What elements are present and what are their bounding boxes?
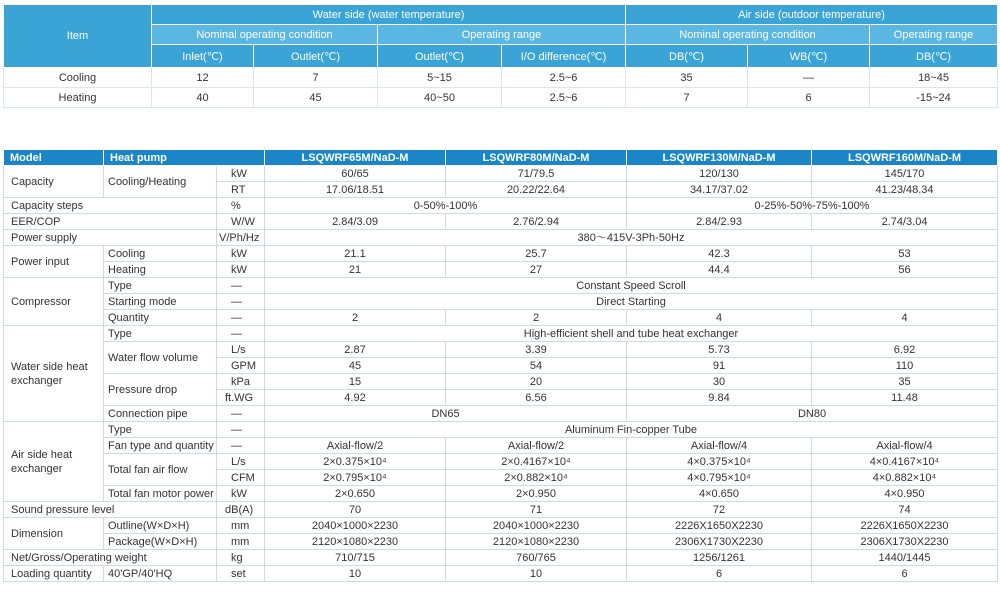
table-cell: 2×0.950 — [446, 486, 627, 502]
air-range-header: Operating range — [870, 25, 998, 45]
unit-cell: GPM — [217, 358, 265, 374]
dimension-label: Dimension — [4, 518, 104, 550]
unit-cell: CFM — [217, 470, 265, 486]
table-cell: 2226X1650X2230 — [627, 518, 812, 534]
sub-label: Pressure drop — [104, 374, 217, 406]
sub-label: Heating — [104, 262, 217, 278]
table-cell: 60/65 — [265, 166, 446, 182]
unit-cell: — — [217, 438, 265, 454]
unit-cell: ft.WG — [217, 390, 265, 406]
table-cell: 2 — [446, 310, 627, 326]
table-cell: 2.5~6 — [502, 68, 626, 88]
compressor-label: Compressor — [4, 278, 104, 326]
table-cell: 2×0.4167×10⁴ — [446, 454, 627, 470]
unit-cell: kg — [217, 550, 265, 566]
sub-label: Quantity — [104, 310, 217, 326]
table-cell: 2×0.375×10⁴ — [265, 454, 446, 470]
loading-label: Loading quantity — [4, 566, 104, 582]
table-cell: 53 — [812, 246, 998, 262]
model-name: LSQWRF130M/NaD-M — [627, 150, 812, 166]
table-cell: 20 — [446, 374, 627, 390]
table-cell: 5~15 — [378, 68, 502, 88]
table-cell: 54 — [446, 358, 627, 374]
unit-cell: — — [217, 406, 265, 422]
table-cell: 12 — [152, 68, 254, 88]
table-cell: 41.23/48.34 — [812, 182, 998, 198]
table-cell: Axial-flow/2 — [446, 438, 627, 454]
table-row — [4, 214, 998, 230]
table-row — [4, 262, 998, 278]
table-cell: 21 — [265, 262, 446, 278]
table-cell: Aluminum Fin-copper Tube — [265, 422, 998, 438]
power-supply-label: Power supply — [4, 230, 217, 246]
table-row — [4, 166, 998, 182]
water-side-header: Water side (water temperature) — [152, 5, 626, 25]
eer-label: EER/COP — [4, 214, 217, 230]
table-row — [4, 422, 998, 438]
table-cell: 45 — [265, 358, 446, 374]
table-cell: 110 — [812, 358, 998, 374]
table-cell: 7 — [254, 68, 378, 88]
table-cell: 17.06/18.51 — [265, 182, 446, 198]
table-cell: 710/715 — [265, 550, 446, 566]
table-row — [4, 278, 998, 294]
unit-cell: kW — [217, 262, 265, 278]
table-cell: 74 — [812, 502, 998, 518]
table-cell: 4×0.882×10⁴ — [812, 470, 998, 486]
table-cell: 6.92 — [812, 342, 998, 358]
table-cell: 2.76/2.94 — [446, 214, 627, 230]
table-cell: 2×0.650 — [265, 486, 446, 502]
unit-cell: kW — [217, 246, 265, 262]
table-cell: Constant Speed Scroll — [265, 278, 998, 294]
row-label: Heating — [4, 88, 152, 108]
unit-cell: — — [217, 294, 265, 310]
col-header: DB(℃) — [870, 45, 998, 68]
col-header: I/O difference(℃) — [502, 45, 626, 68]
type-header: Heat pump — [104, 150, 265, 166]
unit-cell: — — [217, 310, 265, 326]
table-cell: 25.7 — [446, 246, 627, 262]
table-cell: 34.17/37.02 — [627, 182, 812, 198]
air-side-header: Air side (outdoor temperature) — [626, 5, 998, 25]
table-cell: 0-25%-50%-75%-100% — [627, 198, 998, 214]
table-cell: High-efficient shell and tube heat exchanger — [265, 326, 998, 342]
table-cell: 5.73 — [627, 342, 812, 358]
table-cell: 20.22/22.64 — [446, 182, 627, 198]
table-row — [4, 438, 998, 454]
table-row — [4, 198, 998, 214]
table-cell: 1440/1445 — [812, 550, 998, 566]
model-header: Model — [4, 150, 104, 166]
model-name: LSQWRF65M/NaD-M — [265, 150, 446, 166]
table-cell: 6 — [812, 566, 998, 582]
table-cell: Axial-flow/4 — [627, 438, 812, 454]
table-cell: 2.5~6 — [502, 88, 626, 108]
unit-cell: kW — [217, 486, 265, 502]
table-row — [4, 502, 998, 518]
table-cell: 56 — [812, 262, 998, 278]
unit-cell: — — [217, 326, 265, 342]
table-cell: DN65 — [265, 406, 627, 422]
sub-label: Package(W×D×H) — [104, 534, 217, 550]
sub-label: Outline(W×D×H) — [104, 518, 217, 534]
table-cell: 4×0.950 — [812, 486, 998, 502]
table-cell: 45 — [254, 88, 378, 108]
table-cell: 27 — [446, 262, 627, 278]
table-cell: 6 — [748, 88, 870, 108]
unit-cell: mm — [217, 534, 265, 550]
sub-label: Type — [104, 278, 217, 294]
table-cell: 7 — [626, 88, 748, 108]
capacity-steps-label: Capacity steps — [4, 198, 217, 214]
capacity-label: Capacity — [4, 166, 104, 198]
table-cell: 2306X1730X2230 — [627, 534, 812, 550]
table-cell: 2.74/3.04 — [812, 214, 998, 230]
unit-cell: L/s — [217, 342, 265, 358]
table-row — [4, 518, 998, 534]
table-cell: 72 — [627, 502, 812, 518]
water-nominal-header: Nominal operating condition — [152, 25, 378, 45]
unit-cell: RT — [217, 182, 265, 198]
sub-label: Fan type and quantity — [104, 438, 217, 454]
col-header: Outlet(℃) — [254, 45, 378, 68]
table-cell: 2×0.795×10⁴ — [265, 470, 446, 486]
table-cell: 2226X1650X2230 — [812, 518, 998, 534]
unit-cell: V/Ph/Hz — [217, 230, 265, 246]
table-cell: 4 — [812, 310, 998, 326]
unit-cell: W/W — [217, 214, 265, 230]
table-cell: 30 — [627, 374, 812, 390]
table-cell: 120/130 — [627, 166, 812, 182]
table-cell: 4×0.650 — [627, 486, 812, 502]
sub-label: Starting mode — [104, 294, 217, 310]
table-row — [4, 550, 998, 566]
unit-cell: kW — [217, 166, 265, 182]
table-cell: 380～415V-3Ph-50Hz — [265, 230, 998, 246]
table-cell: — — [748, 68, 870, 88]
col-header: Inlet(℃) — [152, 45, 254, 68]
table-cell: 21.1 — [265, 246, 446, 262]
table-cell: 40 — [152, 88, 254, 108]
model-name: LSQWRF160M/NaD-M — [812, 150, 998, 166]
table-cell: 2.84/3.09 — [265, 214, 446, 230]
table-cell: 71 — [446, 502, 627, 518]
table-cell: 9.84 — [627, 390, 812, 406]
unit-cell: kPa — [217, 374, 265, 390]
table-cell: 760/765 — [446, 550, 627, 566]
table-row — [4, 246, 998, 262]
air-nominal-header: Nominal operating condition — [626, 25, 870, 45]
specification-table — [3, 149, 998, 582]
table-cell: 18~45 — [870, 68, 998, 88]
sub-label: Connection pipe — [104, 406, 217, 422]
model-name: LSQWRF80M/NaD-M — [446, 150, 627, 166]
table-cell: 4×0.795×10⁴ — [627, 470, 812, 486]
col-header: WB(℃) — [748, 45, 870, 68]
table-row — [4, 68, 998, 88]
table-cell: 91 — [627, 358, 812, 374]
table-cell: 2040×1000×2230 — [265, 518, 446, 534]
table-cell: 2.84/2.93 — [627, 214, 812, 230]
table-cell: 4×0.4167×10⁴ — [812, 454, 998, 470]
table-row — [4, 534, 998, 550]
table-cell: 44.4 — [627, 262, 812, 278]
capacity-sub-label: Cooling/Heating — [104, 166, 217, 198]
weight-label: Net/Gross/Operating weight — [4, 550, 217, 566]
table-cell: 35 — [626, 68, 748, 88]
sound-label: Sound pressure level — [4, 502, 217, 518]
table-cell: 2120×1080×2230 — [265, 534, 446, 550]
table-cell: 1256/1261 — [627, 550, 812, 566]
table-cell: 70 — [265, 502, 446, 518]
table-cell: 6.56 — [446, 390, 627, 406]
operating-condition-table — [3, 4, 998, 108]
power-input-label: Power input — [4, 246, 104, 278]
table-cell: 2×0.882×10⁴ — [446, 470, 627, 486]
table-row — [4, 454, 998, 470]
sub-label: Type — [104, 326, 217, 342]
table-cell: 2 — [265, 310, 446, 326]
unit-cell: mm — [217, 518, 265, 534]
water-hx-label: Water side heat exchanger — [4, 326, 104, 422]
spec-header-row — [4, 150, 998, 166]
table-row — [4, 230, 998, 246]
col-header: DB(℃) — [626, 45, 748, 68]
table-cell: Axial-flow/4 — [812, 438, 998, 454]
table-cell: 4 — [627, 310, 812, 326]
table-cell: 0-50%-100% — [265, 198, 627, 214]
table-cell: -15~24 — [870, 88, 998, 108]
unit-cell: dB(A) — [217, 502, 265, 518]
table-row — [4, 294, 998, 310]
table-cell: Axial-flow/2 — [265, 438, 446, 454]
table-cell: 4.92 — [265, 390, 446, 406]
table-cell: 10 — [446, 566, 627, 582]
sub-label: Type — [104, 422, 217, 438]
table-cell: 2040×1000×2230 — [446, 518, 627, 534]
water-range-header: Operating range — [378, 25, 626, 45]
table-cell: 4×0.375×10⁴ — [627, 454, 812, 470]
table-row — [4, 310, 998, 326]
unit-cell: % — [217, 198, 265, 214]
table-row — [4, 374, 998, 390]
row-label: Cooling — [4, 68, 152, 88]
col-header: Outlet(℃) — [378, 45, 502, 68]
table-row — [4, 88, 998, 108]
unit-cell: — — [217, 278, 265, 294]
table-cell: 15 — [265, 374, 446, 390]
table-cell: 40~50 — [378, 88, 502, 108]
table-cell: 2306X1730X2230 — [812, 534, 998, 550]
table-row — [4, 326, 998, 342]
table-row — [4, 486, 998, 502]
table-cell: 6 — [627, 566, 812, 582]
table-cell: 145/170 — [812, 166, 998, 182]
sub-label: Cooling — [104, 246, 217, 262]
table-cell: 11.48 — [812, 390, 998, 406]
unit-cell: — — [217, 422, 265, 438]
table-row — [4, 406, 998, 422]
table-cell: 42.3 — [627, 246, 812, 262]
sub-label: Total fan motor power — [104, 486, 217, 502]
table-cell: 35 — [812, 374, 998, 390]
unit-cell: set — [217, 566, 265, 582]
table-cell: DN80 — [627, 406, 998, 422]
table-row — [4, 566, 998, 582]
table-row — [4, 342, 998, 358]
table-cell: 10 — [265, 566, 446, 582]
sub-label: 40'GP/40'HQ — [104, 566, 217, 582]
sub-label: Total fan air flow — [104, 454, 217, 486]
sub-label: Water flow volume — [104, 342, 217, 374]
table-cell: 71/79.5 — [446, 166, 627, 182]
table-cell: 2120×1080×2230 — [446, 534, 627, 550]
table-cell: 3.39 — [446, 342, 627, 358]
table-cell: Direct Starting — [265, 294, 998, 310]
air-hx-label: Air side heat exchanger — [4, 422, 104, 502]
item-header: Item — [4, 5, 152, 68]
unit-cell: L/s — [217, 454, 265, 470]
table-cell: 2.87 — [265, 342, 446, 358]
